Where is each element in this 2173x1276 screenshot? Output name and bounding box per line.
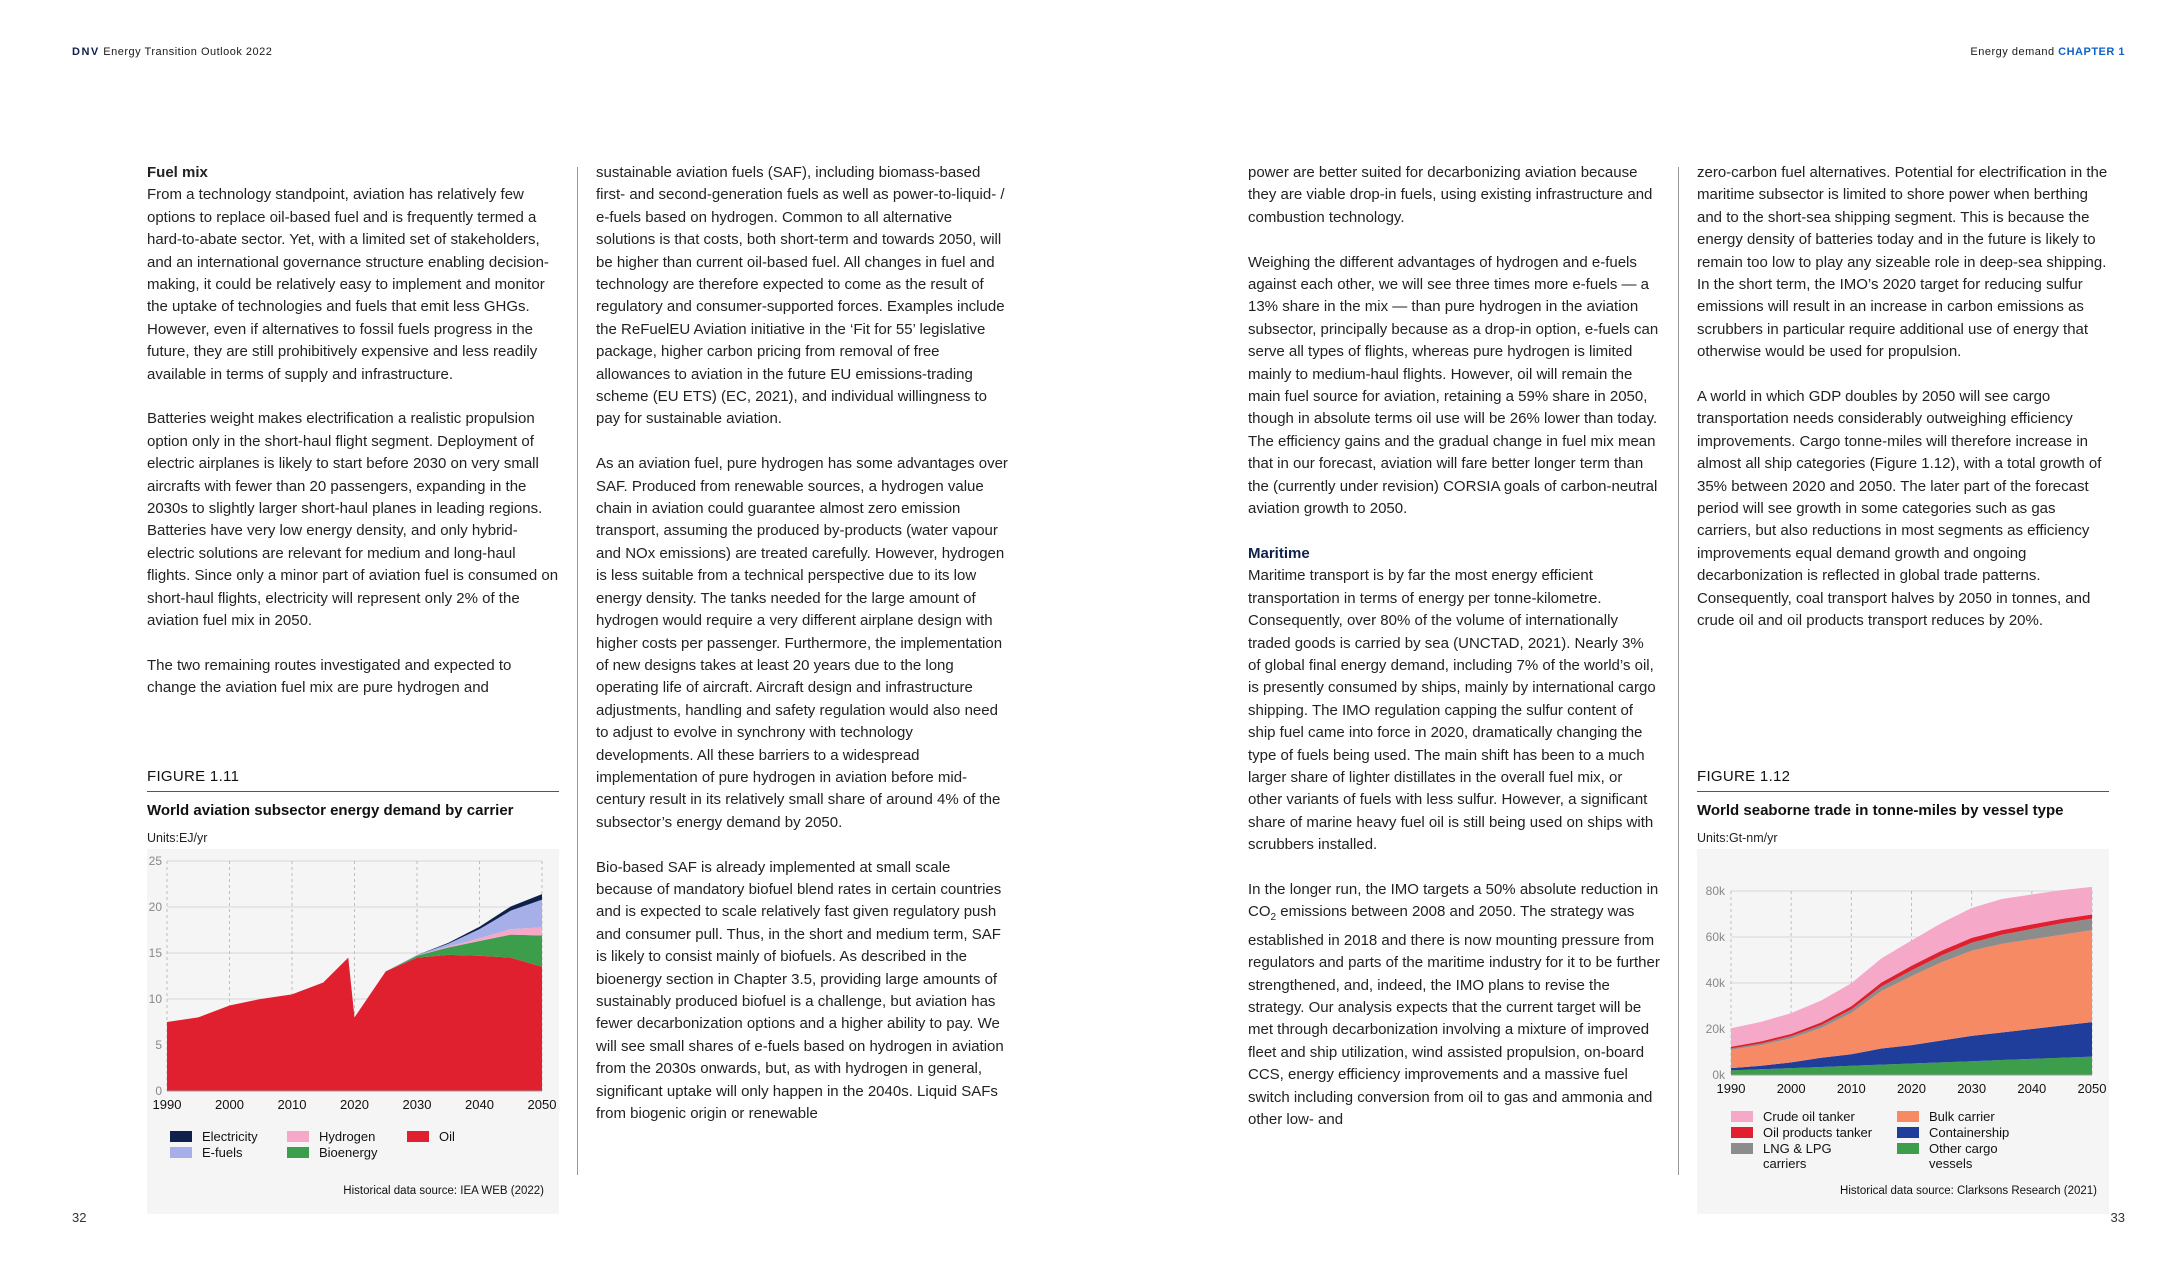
y-tick-label: 20k [1705,1022,1725,1036]
section-heading-fuel-mix: Fuel mix [147,164,208,181]
paragraph: The two remaining routes investigated and expected to change the aviation fuel mix are pure hydrogen and [147,656,512,697]
legend-swatch [287,1131,309,1142]
x-tick-label: 2020 [340,1097,369,1112]
x-tick-label: 2030 [402,1097,432,1112]
figure-label: FIGURE 1.11 [147,768,240,785]
y-tick-label: 60k [1705,930,1725,944]
legend-swatch [1731,1111,1753,1122]
x-tick-label: 2010 [1836,1081,1866,1096]
paragraph: Weighing the different advantages of hydrogen and e-fuels against each other, we will see three times more e-fuels — a 13% share in the mix — than pure hydrogen in the aviation subsector, principally because as a drop-in option, e-fuels can serve all types of flights, whereas pure hydrogen is limited mainly to medium-haul flights. However, oil will remain the main fuel source for aviation, retaining a 59% share in 2050, though in absolute terms oil use will be 26% lower than today. The efficiency gains and the gradual change in fuel mix mean that in our forecast, aviation will fare better longer term than the (currently under revision) CORSIA goals of carbon-neutral aviation growth to 2050. [1248,253,1659,518]
y-tick-label: 10 [148,992,162,1006]
legend-swatch [170,1147,192,1158]
x-tick-label: 1990 [1716,1081,1746,1096]
legend-swatch [287,1147,309,1158]
paragraph: Batteries weight makes electrification a realistic propulsion option only in the short-haul flight segment. Deployment of electric airplanes is likely to start before 2030 on very small aircrafts with fewer than 20 passengers, expanding in the 2030s to slightly larger short-haul planes in leading regions. Batteries have very low energy density, and only hybrid-electric solutions are relevant for medium and long-haul flights. Since only a minor part of aviation fuel is consumed on short-haul flights, electricity will represent only 2% of the aviation fuel mix in 2050. [147,410,559,630]
x-tick-label: 2030 [1957,1081,1987,1096]
text-column-2 [596,162,1008,1125]
legend-label: vessels [1929,1156,1973,1171]
figure-units: Units:EJ/yr [147,831,208,845]
x-tick-label: 1990 [152,1097,182,1112]
x-tick-label: 2010 [277,1097,307,1112]
y-tick-label: 80k [1705,884,1725,898]
brand-logo: DNV [72,46,100,58]
running-header-right [1970,46,2125,58]
paragraph: As an aviation fuel, pure hydrogen has some advantages over SAF. Produced from renewable sources, a hydrogen value chain in aviation could guarantee almost zero emission transport, assuming the produced by-products (water vapour and NOx emissions) are treated carefully. However, hydrogen is less suitable from a technical perspective due to its low energy density. The tanks needed for the large amount of hydrogen would require a very different airplane design with higher costs per passenger. Furthermore, the implementation of new designs takes at least 20 years due to the long operating life of aircraft. Aircraft design and infrastructure adjustments, handling and safety regulation would also need to adjust to evolve in synchrony with technology developments. All these barriers to a widespread implementation of pure hydrogen in aviation before mid-century result in its relatively small share of around 4% of the subsector’s energy demand by 2050. [596,455,1008,831]
figure-title: World aviation subsector energy demand by carrier [147,802,514,819]
y-tick-label: 20 [148,900,162,914]
legend-swatch [1731,1127,1753,1138]
paragraph: power are better suited for decarbonizing aviation because they are viable drop-in fuels, using existing infrastructure and combustion technology. [1248,164,1653,226]
running-header-left [72,46,272,58]
legend-label: Oil products tanker [1763,1125,1873,1140]
x-tick-label: 2000 [1776,1081,1806,1096]
figure-rule [147,791,559,792]
legend-swatch [170,1131,192,1142]
aviation-energy-chart [147,849,559,1214]
legend-label: E-fuels [202,1145,243,1160]
legend-label: carriers [1763,1156,1807,1171]
paragraph: zero-carbon fuel alternatives. Potential for electrification in the maritime subsector is limited to shore power when berthing and to the short-sea shipping segment. This is because the energy density of batteries today and in the future is likely to remain too low to play any sizeable role in deep-sea shipping. In the short term, the IMO’s 2020 target for reducing sulfur emissions will result in an increase in carbon emissions as scrubbers in particular require additional use of energy that otherwise would be used for propulsion. [1697,164,2108,361]
legend-swatch [1897,1127,1919,1138]
legend-swatch [1897,1111,1919,1122]
y-tick-label: 0k [1712,1068,1725,1082]
legend-label: Hydrogen [319,1129,376,1144]
legend-label: LNG & LPG [1763,1141,1832,1156]
paragraph: From a technology standpoint, aviation has relatively few options to replace oil-based fuel and is frequently termed a hard-to-abate sector. Yet, with a limited set of stakeholders, and an international governance structure enabling decision-making, it could be relatively easy to implement and monitor the uptake of technologies and fuels that emit less GHGs. However, even if alternatives to fossil fuels progress in the future, they are still prohibitively expensive and less readily available in terms of supply and infrastructure. [147,186,549,383]
x-tick-label: 2050 [527,1097,557,1112]
page-number-right: 33 [2110,1210,2125,1225]
seaborne-trade-chart [1697,849,2109,1214]
paragraph: In the longer run, the IMO targets a 50% absolute reduction in $CO_2$ emissions between 2008 and 2050. The strategy was established in 2018 and there is now mounting pressure from regulators and parts of the maritime industry for it to be further strengthened, and, indeed, the IMO plans to revise the strategy. Our analysis expects that the current target will be met through decarbonization involving a mixture of improved fleet and ship utilization, wind assisted propulsion, on-board CCS, energy efficiency improvements and a massive fuel switch including conversion from oil to gas and ammonia and other low- and [1248,880,1660,1129]
legend-label: Containership [1929,1125,2010,1140]
legend-swatch [1897,1143,1919,1154]
legend-label: Crude oil tanker [1763,1109,1855,1124]
paragraph: sustainable aviation fuels (SAF), including biomass-based first- and second-generation fuels as well as power-to-liquid- / e-fuels based on hydrogen. Common to all alternative solutions is that costs, both short-term and towards 2050, will be higher than current oil-based fuel. All changes in fuel and technology are therefore expected to come as the result of regulatory and consumer-supported forces. Examples include the ReFuelEU Aviation initiative in the ‘Fit for 55’ legislative package, higher carbon pricing from removal of free allowances to aviation in the future EU emissions-trading scheme (EU ETS) (EC, 2021), and individual willingness to pay for sustainable aviation. [596,164,1005,428]
source-note: Historical data source: IEA WEB (2022) [343,1185,544,1197]
legend-swatch [407,1131,429,1142]
paragraph: A world in which GDP doubles by 2050 will see cargo transportation needs considerably outweighing efficiency improvements. Cargo tonne-miles will therefore increase in almost all ship categories (Figure 1.12), with a total growth of 35% between 2020 and 2050. The later part of the forecast period will see growth in some categories such as gas carriers, but also reductions in most segments as efficiency improvements equal demand growth and ongoing decarbonization is reflected in global trade patterns. Consequently, coal transport halves by 2050 in tonnes, and crude oil and oil products transport reduces by 20%. [1697,388,2102,630]
legend-label: Bioenergy [319,1145,378,1160]
legend-swatch [1731,1143,1753,1154]
y-tick-label: 40k [1705,976,1725,990]
x-tick-label: 2050 [2077,1081,2107,1096]
column-divider [577,167,578,1175]
text-column-3 [1248,162,1660,1131]
x-tick-label: 2040 [465,1097,494,1112]
y-tick-label: 5 [155,1038,162,1052]
figure-1-12 [1697,768,2109,1214]
legend-label: Oil [439,1129,455,1144]
x-tick-label: 2000 [215,1097,244,1112]
y-tick-label: 0 [155,1084,162,1098]
page-number-left: 32 [72,1210,87,1225]
section-heading-maritime: Maritime [1248,544,1310,562]
figure-rule [1697,791,2109,792]
text-column-1 [147,162,559,700]
column-divider [1678,167,1679,1175]
figure-units: Units:Gt-nm/yr [1697,831,1778,845]
y-tick-label: 25 [148,854,162,868]
legend-label: Electricity [202,1129,258,1144]
legend-label: Bulk carrier [1929,1109,1995,1124]
figure-1-11 [147,768,559,1214]
legend-label: Other cargo [1929,1141,1998,1156]
report-title: Energy Transition Outlook 2022 [103,46,273,58]
chapter-label: CHAPTER 1 [2058,46,2125,58]
section-title: Energy demand [1970,46,2055,58]
figure-title: World seaborne trade in tonne-miles by vessel type [1697,802,2064,819]
source-note: Historical data source: Clarksons Research (2021) [1840,1185,2097,1197]
text-column-4 [1697,162,2109,633]
y-tick-label: 15 [148,946,162,960]
x-tick-label: 2020 [1897,1081,1926,1096]
paragraph: Maritime transport is by far the most energy efficient transportation in terms of energy per tonne-kilometre. Consequently, over 80% of the volume of internationally traded goods is carried by sea (UNCTAD, 2021). Nearly 3% of global final energy demand, including 7% of the world’s oil, is presently consumed by ships, mainly by international cargo shipping. The IMO regulation capping the sulfur content of ship fuel came into force in 2020, dramatically changing the type of fuels being used. The main shift has been to a much larger share of lighter distillates in the overall fuel mix, or other variants of fuels with less sulfur. However, a significant share of marine heavy fuel oil is still being used on ships with scrubbers installed. [1248,567,1656,854]
paragraph: Bio-based SAF is already implemented at small scale because of mandatory biofuel blend rates in certain countries and is expected to scale relatively fast given regulatory push and consumer pull. Thus, in the short and medium term, SAF is likely to consist mainly of biofuels. As described in the bioenergy section in Chapter 3.5, providing large amounts of sustainably produced biofuel is a challenge, but aviation has fewer decarbonization options and a higher ability to pay. We will see small shares of e-fuels based on hydrogen in aviation from the 2030s onwards, but, as with hydrogen in general, significant uptake will only happen in the 2040s. Liquid SAFs from biogenic origin or renewable [596,858,1004,1123]
figure-label: FIGURE 1.12 [1697,768,1791,785]
x-tick-label: 2040 [2017,1081,2047,1096]
